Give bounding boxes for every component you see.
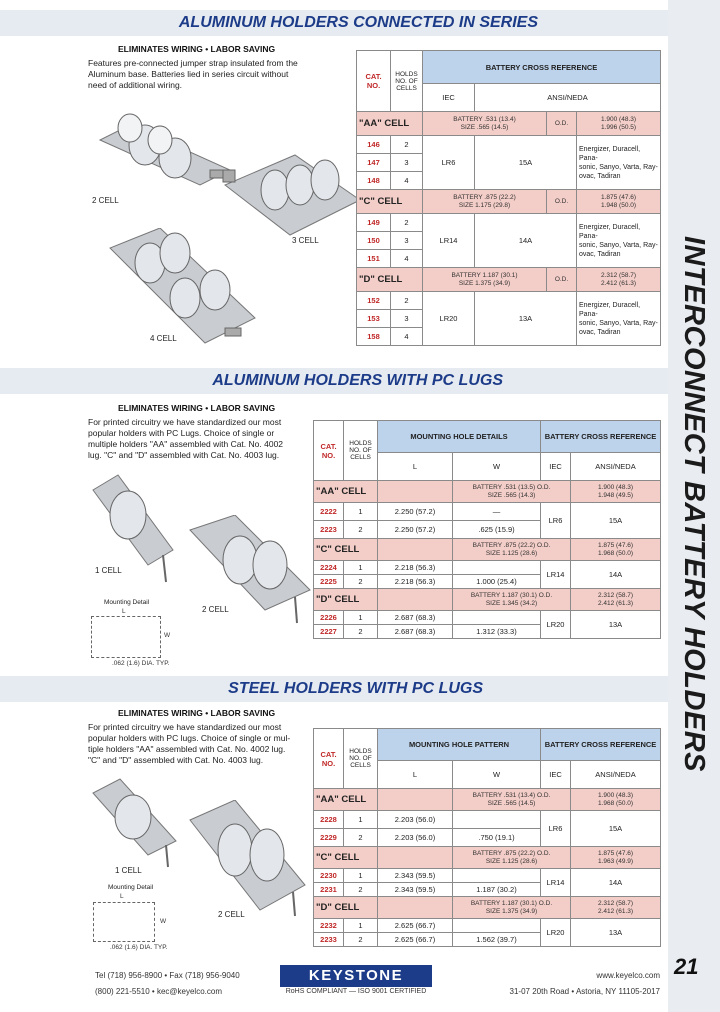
s3-ansi-d: 13A	[571, 919, 661, 947]
cat-2225: 2225	[314, 575, 344, 589]
group-aa-name: "AA" CELL	[357, 112, 423, 136]
holds-2226: 1	[344, 611, 378, 625]
md2-L: L	[122, 608, 126, 615]
W-2222: —	[453, 503, 541, 521]
s3-header-L: L	[378, 761, 453, 789]
s2-aa-battery-size: BATTERY .531 (13.5) O.D. SIZE .565 (14.3)	[453, 481, 571, 503]
group-d-name: "D" CELL	[357, 268, 423, 292]
ansi-aa: 15A	[475, 136, 577, 190]
W-2228	[453, 811, 541, 829]
section1-description: Features pre-connected jumper strap insulated from the Aluminum base. Batteries lied in series circuit without need of additional wiring.	[88, 58, 298, 90]
s2-d-battery-size: BATTERY 1.187 (30.1) O.D. SIZE 1.345 (34.2)	[453, 589, 571, 611]
page-number: 21	[674, 954, 699, 979]
cat-151: 151	[357, 250, 391, 268]
header-cat-no: CAT. NO.	[357, 51, 391, 112]
s3-ansi-aa: 15A	[571, 811, 661, 847]
s3-d-dims: 2.312 (58.7) 2.412 (61.3)	[571, 897, 661, 919]
keystone-logo: KEYSTONE	[280, 965, 432, 987]
mounting-detail-label-3: Mounting Detail	[108, 884, 154, 891]
cat-2231: 2231	[314, 883, 344, 897]
brands-aa: Energizer, Duracell, Pana- sonic, Sanyo, Varta, Ray- ovac, Tadiran	[577, 136, 661, 190]
L-2224: 2.218 (56.3)	[378, 561, 453, 575]
holder-4cell-photo	[105, 228, 265, 348]
L-2229: 2.203 (56.0)	[378, 829, 453, 847]
W-2230	[453, 869, 541, 883]
s3-c-blank-1	[378, 847, 453, 869]
iec-c: LR14	[423, 214, 475, 268]
section2-table	[313, 420, 661, 639]
holds-2232: 1	[344, 919, 378, 933]
cat-148: 148	[357, 172, 391, 190]
s2-header-cat: CAT. NO.	[314, 421, 344, 481]
W-2229: .750 (19.1)	[453, 829, 541, 847]
W-2224	[453, 561, 541, 575]
s2-header-mount: MOUNTING HOLE DETAILS	[378, 421, 541, 453]
s3-header-iec: IEC	[541, 761, 571, 789]
L-2233: 2.625 (66.7)	[378, 933, 453, 947]
group-c-dims: 1.875 (47.6) 1.948 (50.0)	[577, 190, 661, 214]
holds-2229: 2	[344, 829, 378, 847]
s2-d-name: "D" CELL	[314, 589, 378, 611]
cat-2233: 2233	[314, 933, 344, 947]
s2-d-blank-1	[378, 589, 453, 611]
s2-header-iec: IEC	[541, 453, 571, 481]
cat-2223: 2223	[314, 521, 344, 539]
s3-aa-blank-1	[378, 789, 453, 811]
s2-header-W: W	[453, 453, 541, 481]
steel-holder-1cell-photo	[88, 775, 188, 870]
header-iec: IEC	[423, 84, 475, 112]
holds-146: 2	[391, 136, 423, 154]
cat-2232: 2232	[314, 919, 344, 933]
cat-146: 146	[357, 136, 391, 154]
steel-label-2-cell: 2 CELL	[218, 910, 245, 919]
footer-contact: Tel (718) 956-8900 • Fax (718) 956-9040 (800) 221-5510 • kec@keyelco.com	[95, 971, 240, 996]
label-3-cell: 3 CELL	[292, 236, 319, 245]
section1-title: ALUMINUM HOLDERS CONNECTED IN SERIES	[0, 10, 668, 36]
s2-c-dims: 1.875 (47.6) 1.968 (50.0)	[571, 539, 661, 561]
iec-d: LR20	[423, 292, 475, 346]
s2-ansi-c: 14A	[571, 561, 661, 589]
brands-d: Energizer, Duracell, Pana- sonic, Sanyo, Varta, Ray- ovac, Tadiran	[577, 292, 661, 346]
group-c-battery-size: BATTERY .875 (22.2) SIZE 1.175 (29.8)	[423, 190, 547, 214]
steel-holder-2cell-photo	[185, 800, 310, 920]
s3-iec-c: LR14	[541, 869, 571, 897]
s2-iec-d: LR20	[541, 611, 571, 639]
s3-d-name: "D" CELL	[314, 897, 378, 919]
s3-c-dims: 1.875 (47.6) 1.963 (49.9)	[571, 847, 661, 869]
holds-150: 3	[391, 232, 423, 250]
W-2231: 1.187 (30.2)	[453, 883, 541, 897]
holds-158: 4	[391, 328, 423, 346]
brands-c: Energizer, Duracell, Pana- sonic, Sanyo, Varta, Ray- ovac, Tadiran	[577, 214, 661, 268]
s3-header-mount: MOUNTING HOLE PATTERN	[378, 729, 541, 761]
group-aa-battery-size: BATTERY .531 (13.4) SIZE .565 (14.5)	[423, 112, 547, 136]
s2-aa-dims: 1.900 (48.3) 1.948 (49.5)	[571, 481, 661, 503]
s2-ansi-d: 13A	[571, 611, 661, 639]
mounting-detail-box-3	[93, 902, 155, 942]
holds-2223: 2	[344, 521, 378, 539]
s2-iec-c: LR14	[541, 561, 571, 589]
s3-header-ansi: ANSI/NEDA	[571, 761, 661, 789]
pc-label-2-cell: 2 CELL	[202, 605, 229, 614]
cat-2229: 2229	[314, 829, 344, 847]
s2-d-dims: 2.312 (58.7) 2.412 (61.3)	[571, 589, 661, 611]
s3-aa-dims: 1.900 (48.3) 1.968 (50.0)	[571, 789, 661, 811]
mounting-detail-label-2: Mounting Detail	[104, 599, 150, 606]
L-2228: 2.203 (56.0)	[378, 811, 453, 829]
holds-2222: 1	[344, 503, 378, 521]
holds-2227: 2	[344, 625, 378, 639]
s2-header-holds: HOLDS NO. OF CELLS	[344, 421, 378, 481]
holds-2225: 2	[344, 575, 378, 589]
s3-header-W: W	[453, 761, 541, 789]
group-c-od: O.D.	[547, 190, 577, 214]
s3-aa-name: "AA" CELL	[314, 789, 378, 811]
s2-header-xref: BATTERY CROSS REFERENCE	[541, 421, 661, 453]
vertical-side-title: INTERCONNECT BATTERY HOLDERS	[678, 236, 710, 773]
md2-W: W	[164, 632, 171, 639]
pc-label-1-cell: 1 CELL	[95, 566, 122, 575]
md2-note: .062 (1.6) DIA. TYP.	[112, 660, 170, 667]
steel-label-1-cell: 1 CELL	[115, 866, 142, 875]
holds-147: 3	[391, 154, 423, 172]
s2-ansi-aa: 15A	[571, 503, 661, 539]
s3-ansi-c: 14A	[571, 869, 661, 897]
W-2226	[453, 611, 541, 625]
s2-c-name: "C" CELL	[314, 539, 378, 561]
s2-c-battery-size: BATTERY .875 (22.2) O.D. SIZE 1.125 (28.6)	[453, 539, 571, 561]
md3-L: L	[120, 893, 124, 900]
section2-subtitle: ELIMINATES WIRING • LABOR SAVING	[118, 403, 276, 413]
L-2223: 2.250 (57.2)	[378, 521, 453, 539]
holds-2230: 1	[344, 869, 378, 883]
header-cross-reference: BATTERY CROSS REFERENCE	[423, 51, 661, 84]
holds-2233: 2	[344, 933, 378, 947]
L-2226: 2.687 (68.3)	[378, 611, 453, 625]
label-4-cell: 4 CELL	[150, 334, 177, 343]
s2-aa-name: "AA" CELL	[314, 481, 378, 503]
W-2232	[453, 919, 541, 933]
cat-150: 150	[357, 232, 391, 250]
group-d-od: O.D.	[547, 268, 577, 292]
md3-note: .062 (1.6) DIA. TYP.	[110, 944, 168, 951]
s3-c-name: "C" CELL	[314, 847, 378, 869]
W-2225: 1.000 (25.4)	[453, 575, 541, 589]
holds-151: 4	[391, 250, 423, 268]
W-2223: .625 (15.9)	[453, 521, 541, 539]
s3-iec-aa: LR6	[541, 811, 571, 847]
s3-header-cat: CAT. NO.	[314, 729, 344, 789]
L-2227: 2.687 (68.3)	[378, 625, 453, 639]
cat-2230: 2230	[314, 869, 344, 883]
holds-148: 4	[391, 172, 423, 190]
group-aa-od: O.D.	[547, 112, 577, 136]
group-d-dims: 2.312 (58.7) 2.412 (61.3)	[577, 268, 661, 292]
label-2-cell: 2 CELL	[92, 196, 119, 205]
s3-header-holds: HOLDS NO. OF CELLS	[344, 729, 378, 789]
L-2232: 2.625 (66.7)	[378, 919, 453, 933]
cat-2226: 2226	[314, 611, 344, 625]
W-2227: 1.312 (33.3)	[453, 625, 541, 639]
ansi-c: 14A	[475, 214, 577, 268]
L-2231: 2.343 (59.5)	[378, 883, 453, 897]
cat-158: 158	[357, 328, 391, 346]
s2-c-blank-1	[378, 539, 453, 561]
group-aa-dims: 1.900 (48.3) 1.996 (50.5)	[577, 112, 661, 136]
mounting-detail-box-2	[91, 616, 161, 658]
cat-149: 149	[357, 214, 391, 232]
iec-aa: LR6	[423, 136, 475, 190]
footer-certification: RoHS COMPLIANT — ISO 9001 CERTIFIED	[285, 988, 427, 995]
holds-2224: 1	[344, 561, 378, 575]
holds-2231: 2	[344, 883, 378, 897]
ansi-d: 13A	[475, 292, 577, 346]
L-2225: 2.218 (56.3)	[378, 575, 453, 589]
footer-address: www.keyelco.com 31-07 20th Road • Astoria, NY 11105-2017	[509, 971, 660, 996]
s3-aa-battery-size: BATTERY .531 (13.4) O.D. SIZE .565 (14.5)	[453, 789, 571, 811]
holds-153: 3	[391, 310, 423, 328]
section1-subtitle: ELIMINATES WIRING • LABOR SAVING	[118, 44, 276, 54]
md3-W: W	[160, 918, 167, 925]
group-d-battery-size: BATTERY 1.187 (30.1) SIZE 1.375 (34.9)	[423, 268, 547, 292]
s3-d-blank-1	[378, 897, 453, 919]
s3-iec-d: LR20	[541, 919, 571, 947]
s3-header-xref: BATTERY CROSS REFERENCE	[541, 729, 661, 761]
cat-152: 152	[357, 292, 391, 310]
header-ansi: ANSI/NEDA	[475, 84, 661, 112]
s2-aa-blank-1	[378, 481, 453, 503]
section3-title: STEEL HOLDERS WITH PC LUGS	[0, 676, 668, 702]
W-2233: 1.562 (39.7)	[453, 933, 541, 947]
group-c-name: "C" CELL	[357, 190, 423, 214]
section3-table	[313, 728, 661, 947]
cat-2227: 2227	[314, 625, 344, 639]
section2-title: ALUMINUM HOLDERS WITH PC LUGS	[0, 368, 668, 394]
cat-2224: 2224	[314, 561, 344, 575]
s3-c-battery-size: BATTERY .875 (22.2) O.D. SIZE 1.125 (28.6)	[453, 847, 571, 869]
holder-3cell-photo	[215, 140, 365, 240]
L-2230: 2.343 (59.5)	[378, 869, 453, 883]
section1-table	[356, 50, 661, 346]
holds-152: 2	[391, 292, 423, 310]
holds-149: 2	[391, 214, 423, 232]
s2-header-L: L	[378, 453, 453, 481]
section3-subtitle: ELIMINATES WIRING • LABOR SAVING	[118, 708, 276, 718]
cat-2228: 2228	[314, 811, 344, 829]
s2-header-ansi: ANSI/NEDA	[571, 453, 661, 481]
section3-description: For printed circuitry we have standardized our most popular holders with PC lugs. Choice of single or mul- tiple holders "AA" assembled with Cat. No. 4002 lug. "C" and "D" assembled with Cat. No. 4003 lug.	[88, 722, 291, 765]
cat-2222: 2222	[314, 503, 344, 521]
L-2222: 2.250 (57.2)	[378, 503, 453, 521]
cat-153: 153	[357, 310, 391, 328]
section2-description: For printed circuitry we have standardized our most popular holders with PC Lugs. Choice of single or multiple holders "AA" assembled with Cat. No. 4002 lug. "C" and "D" assembled with Cat. No. 4003 lug.	[88, 417, 284, 460]
s3-d-battery-size: BATTERY 1.187 (30.1) O.D. SIZE 1.375 (34.9)	[453, 897, 571, 919]
holds-2228: 1	[344, 811, 378, 829]
cat-147: 147	[357, 154, 391, 172]
header-holds: HOLDS NO. OF CELLS	[391, 51, 423, 112]
s2-iec-aa: LR6	[541, 503, 571, 539]
